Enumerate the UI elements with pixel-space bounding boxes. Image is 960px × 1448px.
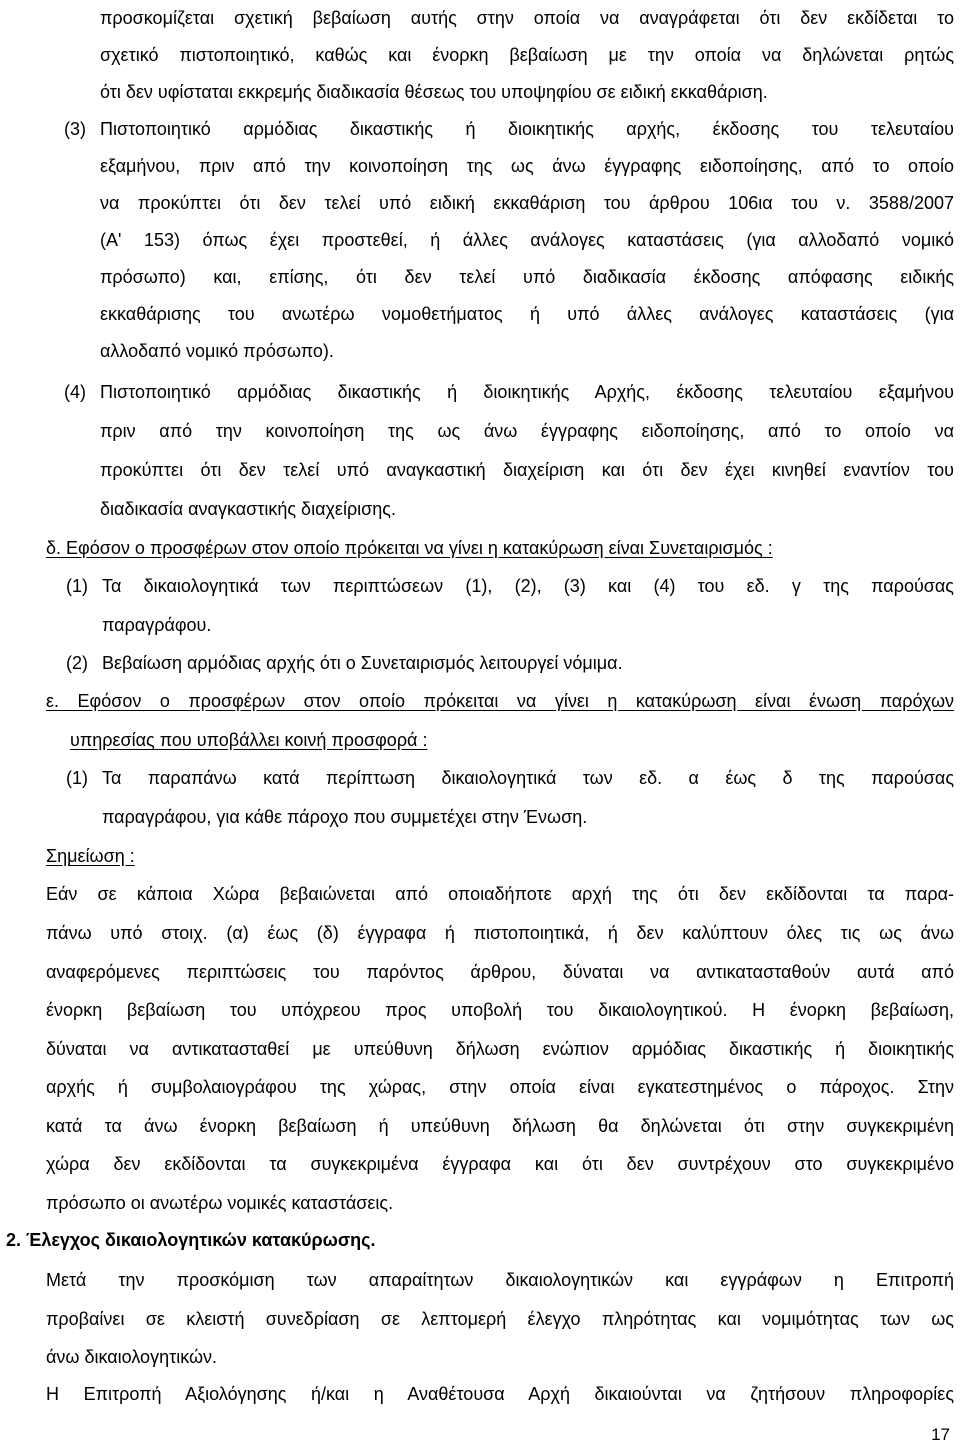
text-line: πριν από την κοινοποίηση της ως άνω έγγραφης ειδοποίησης, από το οποίο να	[100, 421, 954, 441]
text-line: προβαίνει σε κλειστή συνεδρίαση σε λεπτομερή έλεγχο πληρότητας και νομιμότητας των ως	[46, 1309, 954, 1329]
text-line: να προκύπτει ότι δεν τελεί υπό ειδική εκκαθάριση του άρθρου 106ια του ν. 3588/2007	[100, 193, 954, 213]
text-line: προσκομίζεται σχετική βεβαίωση αυτής στην οποία να αναγράφεται ότι δεν εκδίδεται το	[100, 8, 954, 28]
page-number: 17	[931, 1425, 950, 1444]
text-line: Μετά την προσκόμιση των απαραίτητων δικαιολογητικών και εγγράφων η Επιτροπή	[46, 1270, 954, 1290]
text-line: Πιστοποιητικό αρμόδιας δικαστικής ή διοικητικής αρχής, έκδοσης του τελευταίου	[100, 119, 954, 139]
section-e-heading: υπηρεσίας που υποβάλλει κοινή προσφορά :	[70, 730, 428, 750]
text-line: άνω δικαιολογητικών.	[46, 1347, 218, 1367]
item-number: (2)	[66, 653, 88, 673]
text-line: ένορκη βεβαίωση του υπόχρεου προς υποβολή του δικαιολογητικού. Η ένορκη βεβαίωση,	[46, 1000, 954, 1020]
text-line: διαδικασία αναγκαστικής διαχείρισης.	[100, 499, 396, 519]
text-line: αναφερόμενες περιπτώσεις του παρόντος άρθρου, δύναται να αντικατασταθούν αυτά από	[46, 962, 954, 982]
text-line: Τα παραπάνω κατά περίπτωση δικαιολογητικά των εδ. α έως δ της παρούσας	[102, 768, 954, 788]
text-line: παραγράφου.	[102, 615, 212, 635]
text-line: εκκαθάρισης του ανωτέρω νομοθετήματος ή υπό άλλες ανάλογες καταστάσεις (για	[100, 304, 954, 324]
section-e-heading: ε. Εφόσον ο προσφέρων στον οποίο πρόκειται να γίνει η κατακύρωση είναι ένωση παρόχων	[46, 691, 954, 711]
text-line: πάνω υπό στοιχ. (α) έως (δ) έγγραφα ή πιστοποιητικά, ή δεν καλύπτουν όλες τις ως άνω	[46, 923, 954, 943]
text-line: προκύπτει ότι δεν τελεί υπό αναγκαστική διαχείριση και ότι δεν έχει κινηθεί εναντίον του	[100, 460, 954, 480]
text-line: παραγράφου, για κάθε πάροχο που συμμετέχει στην Ένωση.	[102, 807, 588, 827]
text-line: Πιστοποιητικό αρμόδιας δικαστικής ή διοικητικής Αρχής, έκδοσης τελευταίου εξαμήνου	[100, 382, 954, 402]
text-line: χώρα δεν εκδίδονται τα συγκεκριμένα έγγραφα και ότι δεν συντρέχουν στο συγκεκριμένο	[46, 1154, 954, 1174]
item-number: (1)	[66, 576, 88, 596]
text-line: εξαμήνου, πριν από την κοινοποίηση της ως άνω έγγραφης ειδοποίησης, από το οποίο	[100, 156, 954, 176]
text-line: Βεβαίωση αρμόδιας αρχής ότι ο Συνεταιρισμός λειτουργεί νόμιμα.	[102, 653, 623, 673]
text-line: αρχής ή συμβολαιογράφου της χώρας, στην οποία είναι εγκατεστημένος ο πάροχος. Στην	[46, 1077, 954, 1097]
item-number: (3)	[64, 119, 86, 139]
item-number: (4)	[64, 382, 86, 402]
text-line: δύναται να αντικατασταθεί με υπεύθυνη δήλωση ενώπιον αρμόδιας δικαστικής ή διοικητικής	[46, 1039, 954, 1059]
text-line: πρόσωπο οι ανωτέρω νομικές καταστάσεις.	[46, 1193, 394, 1213]
text-line: Τα δικαιολογητικά των περιπτώσεων (1), (2), (3) και (4) του εδ. γ της παρούσας	[102, 576, 954, 596]
text-line: πρόσωπο) και, επίσης, ότι δεν τελεί υπό διαδικασία έκδοσης απόφασης ειδικής	[100, 267, 954, 287]
text-line: (Α' 153) όπως έχει προστεθεί, ή άλλες ανάλογες καταστάσεις (για αλλοδαπό νομικό	[100, 230, 954, 250]
text-line: Η Επιτροπή Αξιολόγησης ή/και η Αναθέτουσα Αρχή δικαιούνται να ζητήσουν πληροφορίες	[46, 1384, 954, 1404]
item-number: (1)	[66, 768, 88, 788]
section-2-heading: 2. Έλεγχος δικαιολογητικών κατακύρωσης.	[6, 1230, 376, 1250]
text-line: κατά τα άνω ένορκη βεβαίωση ή υπεύθυνη δήλωση θα δηλώνεται ότι στην συγκεκριμένη	[46, 1116, 954, 1136]
text-line: σχετικό πιστοποιητικό, καθώς και ένορκη βεβαίωση με την οποία να δηλώνεται ρητώς	[100, 45, 954, 65]
text-line: ότι δεν υφίσταται εκκρεμής διαδικασία θέσεως του υποψηφίου σε ειδική εκκαθάριση.	[100, 82, 768, 102]
text-line: Εάν σε κάποια Χώρα βεβαιώνεται από οποιαδήποτε αρχή της ότι δεν εκδίδονται τα παρα-	[46, 884, 954, 904]
note-label: Σημείωση :	[46, 846, 135, 866]
section-d-heading: δ. Εφόσον ο προσφέρων στον οποίο πρόκειται να γίνει η κατακύρωση είναι Συνεταιρισμός :	[46, 538, 773, 558]
text-line: αλλοδαπό νομικό πρόσωπο).	[100, 341, 334, 361]
